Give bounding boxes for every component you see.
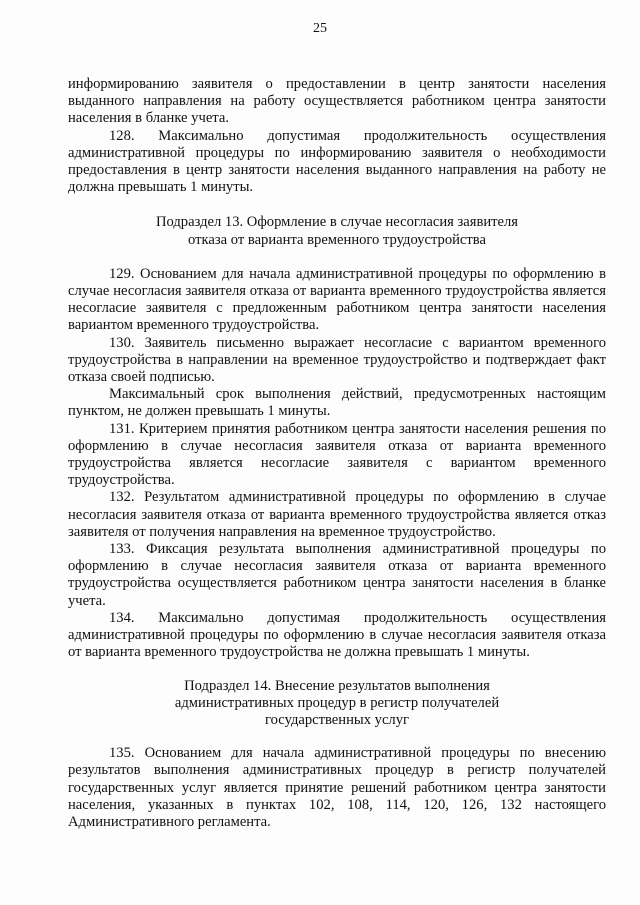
- paragraph-128: 128. Максимально допустимая продолжительность осуществления административной процедуры по информированию заявителя о необходимости предоставления в центр занятости населения выданного направления на работу не должна превышать 1 минуты.: [68, 127, 606, 196]
- document-body: [68, 76, 606, 831]
- paragraph-131: 131. Критерием принятия работником центра занятости населения решения по оформлению в случае несогласия заявителя отказа от варианта временного трудоустройства является несогласие заявителя с вариантом временного трудоустройства.: [68, 420, 606, 489]
- subsection-14-heading: [68, 678, 606, 730]
- paragraph-130: 130. Заявитель письменно выражает несогласие с вариантом временного трудоустройства в направлении на временное трудоустройство и подтверждает факт отказа своей подписью.: [68, 334, 606, 386]
- paragraph-134: 134. Максимально допустимая продолжительность осуществления административной процедуры по оформлению в случае несогласия заявителя отказа от варианта временного трудоустройства не должна превышать 1 минуты.: [68, 609, 606, 661]
- subsection-14-title: Подраздел 14. Внесение результатов выполнения административных процедур в регистр получателей государственных услуг: [174, 677, 500, 728]
- paragraph-129: 129. Основанием для начала административной процедуры по оформлению в случае несогласия заявителя отказа от варианта временного трудоустройства является несогласие заявителя с предложенным работником центра занятости населения вариантом временного трудоустройства.: [68, 265, 606, 334]
- subsection-13-heading: [68, 214, 606, 248]
- subsection-13-title: Подраздел 13. Оформление в случае несогласия заявителя отказа от варианта временного трудоустройства: [155, 214, 519, 248]
- paragraph-130-deadline: Максимальный срок выполнения действий, предусмотренных настоящим пунктом, не должен превышать 1 минуты.: [68, 386, 606, 420]
- page-number: 25: [313, 21, 327, 36]
- paragraph-continuation: информированию заявителя о предоставлении в центр занятости населения выданного направления на работу осуществляется работником центра занятости населения в бланке учета.: [68, 76, 606, 127]
- paragraph-132: 132. Результатом административной процедуры по оформлению в случае несогласия заявителя отказа от варианта временного трудоустройства является отказ заявителя от получения направления на временное трудоустройство.: [68, 489, 606, 540]
- paragraph-133: 133. Фиксация результата выполнения административной процедуры по оформлению в случае несогласия заявителя отказа от варианта временного трудоустройства осуществляется работником центра занятости населения в бланке учета.: [68, 541, 606, 609]
- paragraph-135: 135. Основанием для начала административной процедуры по внесению результатов выполнения административных процедур в регистр получателей государственных услуг является принятие решений работником центра занятости населения, указанных в пунктах 102, 108, 114, 120, 126, 132 настоящего Административного регламента.: [68, 745, 606, 830]
